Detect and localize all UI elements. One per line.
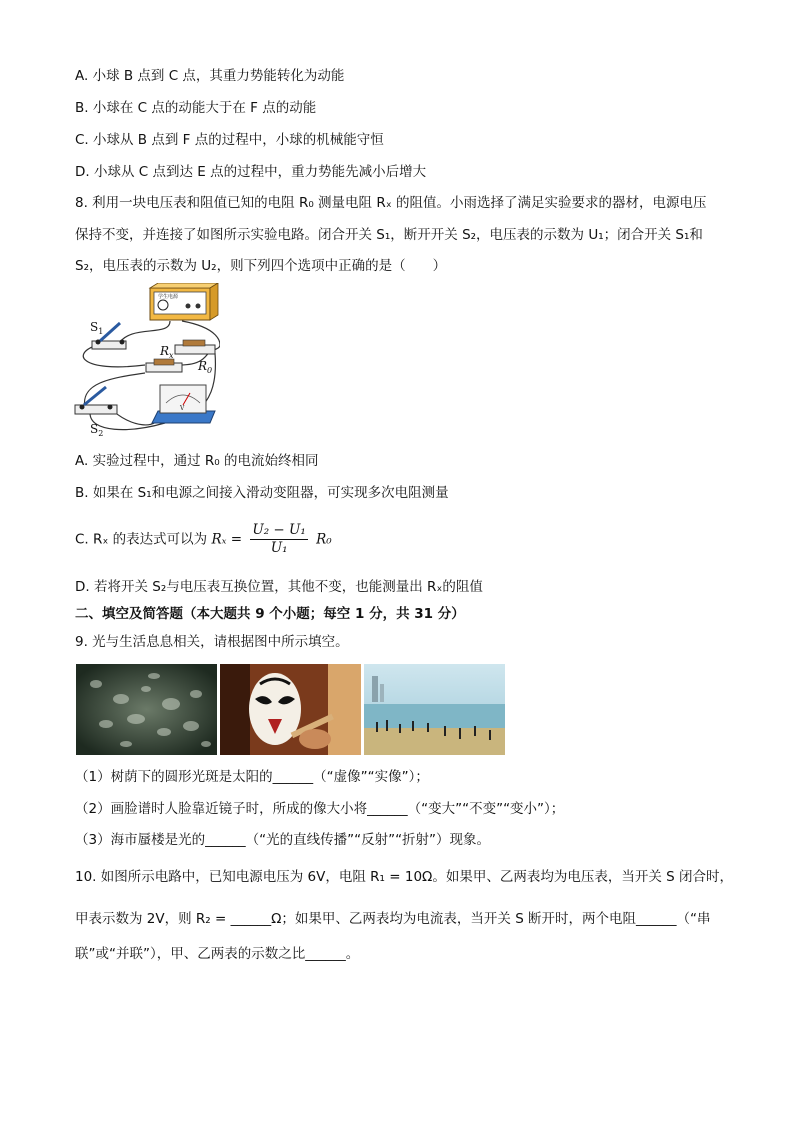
svg-text:R0: $R_0$	[198, 359, 213, 375]
q9-sub2: （2）画脸谱时人脸靠近镜子时，所成的像大小将______（“变大”“不变”“变小”）；	[75, 801, 565, 817]
q8-option-c-lhs: Rₓ =	[211, 531, 243, 548]
switch-s2-icon	[75, 387, 117, 414]
q8-option-c	[75, 522, 332, 557]
q8-option-c-prefix: C. Rₓ 的表达式可以为	[75, 531, 208, 548]
q8-stem-line2: 保持不变，并连接了如图所示实验电路。闭合开关 S₁，断开开关 S₂，电压表的示数为 U₁；闭合开关 S₁和	[75, 227, 703, 243]
q7-option-d: D. 小球从 C 点到达 E 点的过程中，重力势能先减小后增大	[75, 164, 427, 180]
tree-shade-photo	[76, 664, 217, 755]
q8-option-c-tail: R₀	[316, 531, 332, 548]
q8-option-c-denominator: U₁	[270, 540, 288, 556]
face-painting-photo	[220, 664, 361, 755]
q8-circuit-figure	[70, 283, 220, 438]
q7-option-a: A. 小球 B 点到 C 点，其重力势能转化为动能	[75, 68, 345, 84]
power-supply-icon	[150, 283, 218, 320]
q10-line1: 10. 如图所示电路中，已知电源电压为 6V，电阻 R₁ = 10Ω。如果甲、乙两表均为电压表，当开关 S 闭合时，	[75, 869, 733, 885]
q8-stem-line1: 8. 利用一块电压表和阻值已知的电阻 R₀ 测量电阻 Rₓ 的阻值。小雨选择了满足实验要求的器材，电源电压	[75, 195, 707, 211]
q8-option-b: B. 如果在 S₁和电源之间接入滑动变阻器，可实现多次电阻测量	[75, 485, 449, 501]
q8-option-d: D. 若将开关 S₂与电压表互换位置，其他不变，也能测量出 Rₓ的阻值	[75, 579, 483, 595]
q10-line2: 甲表示数为 2V，则 R₂ = ______Ω；如果甲、乙两表均为电流表，当开关 S 断开时，两个电阻______（“串	[75, 911, 711, 927]
mirage-photo	[364, 664, 505, 755]
q9-sub1: （1）树荫下的圆形光斑是太阳的______（“虚像”“实像”）；	[75, 769, 429, 785]
q9-sub3: （3）海市蜃楼是光的______（“光的直线传播”“反射”“折射”）现象。	[75, 832, 491, 848]
q10-line3: 联”或“并联”），甲、乙两表的示数之比______。	[75, 946, 360, 962]
q8-option-a: A. 实验过程中，通过 R₀ 的电流始终相同	[75, 453, 319, 469]
power-supply-label: 学生电源	[158, 294, 179, 300]
svg-text:S1: $S_1$	[90, 320, 104, 336]
q8-option-c-numerator: U₂ − U₁	[252, 522, 306, 538]
q9-stem: 9. 光与生活息息相关，请根据图中所示填空。	[75, 634, 349, 650]
q8-option-c-fraction	[250, 522, 307, 557]
section-2-heading: 二、填空及简答题（本大题共 9 个小题；每空 1 分，共 31 分）	[75, 606, 465, 622]
q8-stem-line3: S₂，电压表的示数为 U₂，则下列四个选项中正确的是（ ）	[75, 258, 447, 274]
voltmeter-label: V	[180, 405, 185, 412]
resistor-r0-icon	[175, 340, 215, 354]
q7-option-b: B. 小球在 C 点的动能大于在 F 点的动能	[75, 100, 317, 116]
svg-text:Rx: $R_x$	[160, 344, 174, 360]
resistor-rx-icon	[146, 359, 182, 372]
svg-text:S2: $S_2$	[90, 422, 104, 438]
q7-option-c: C. 小球从 B 点到 F 点的过程中，小球的机械能守恒	[75, 132, 384, 148]
voltmeter-icon	[152, 385, 215, 423]
